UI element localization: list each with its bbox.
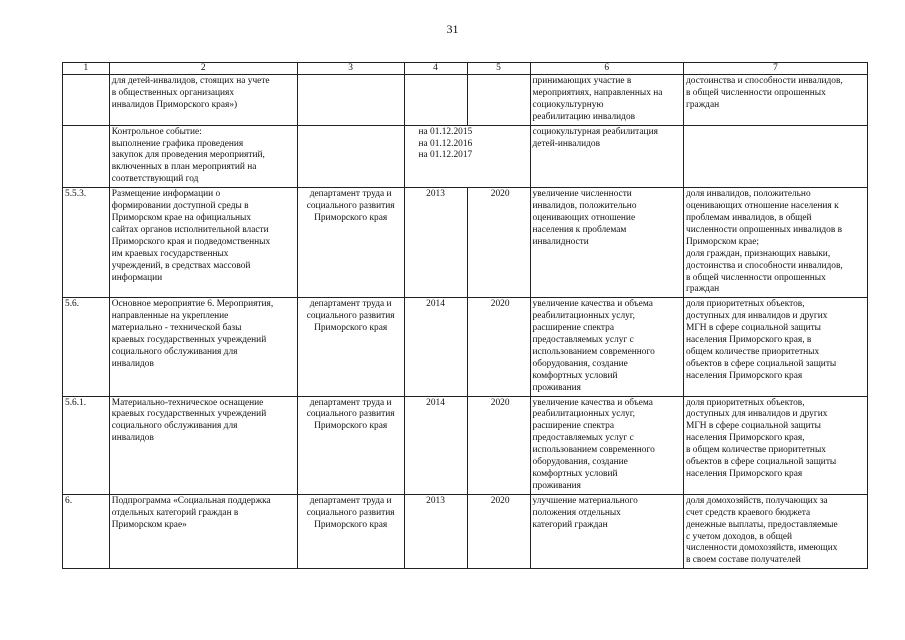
indicator: доля домохозяйств, получающих за счет средств краевого бюджета денежные выплаты, предоставляемые с учетом доходов, в общей численности домохозяйств, имеющих в своем составе получателей [686,495,838,566]
page-number: 31 [446,22,459,36]
measure-name: Контрольное событие: выполнение графика проведения закупок для проведения мероприятий, включенных в план мероприятий на соответствующий год [111,126,265,185]
row-number [63,125,110,188]
expected-result: социокультурная реабилитация детей-инвалидов [532,126,658,149]
indicator: достоинства и способности инвалидов, в общей численности опрошенных граждан [686,76,843,110]
table-row [63,125,868,188]
column-number: 7 [684,63,868,75]
row-number [63,75,110,126]
control-dates: на 01.12.2015 на 01.12.2016 на 01.12.2017 [418,126,473,161]
measure-name: Материально-техническое оснащение краевых государственных учреждений социального обслуживания для инвалидов [111,397,267,444]
table-row [63,298,868,396]
start-year: 2014 [404,298,467,396]
table-row [63,396,868,494]
indicator: доля приоритетных объектов, доступных для инвалидов и других МГН в сфере социальной защиты населения Приморского края, в общем количестве приоритетных объектов в сфере социальной защиты населения Приморского края [686,299,837,381]
column-number: 4 [404,63,467,75]
indicator: доля приоритетных объектов, доступных для инвалидов и других МГН в сфере социальной защиты населения Приморского края, в общем количестве приоритетных объектов в сфере социальной защиты населения Приморского края [686,397,837,479]
row-number: 5.6. [63,298,110,396]
column-number: 2 [109,63,297,75]
end-year: 2020 [467,188,530,298]
start-year [404,75,467,126]
measure-name: Основное мероприятие 6. Мероприятия, направленные на укрепление материально - технической базы краевых государственных учреждений социального обслуживания для инвалидов [111,299,274,369]
measures-table [62,62,868,569]
indicator: доля инвалидов, положительно оценивающих отношение населения к проблемам инвалидов, в общей численности опрошенных инвалидов в Приморском крае; доля граждан, признающих навыки, достоинства и способности инвалидов, в общей численности опрошенных граждан [686,189,843,295]
measure-name: Размещение информации о формировании доступной среды в Приморском крае на официальных сайтах органов исполнительной власти Приморского края и подведомственных им краевых государственных учреждений, в средствах массовой информации [111,189,271,283]
row-number: 5.6.1. [63,396,110,494]
table-row [63,494,868,568]
expected-result: увеличение качества и объема реабилитационных услуг, расширение спектра предоставляемых услуг с использованием современного оборудования, создание комфортных условий проживания [532,299,655,393]
expected-result: принимающих участие в мероприятиях, направленных на социокультурную реабилитацию инвалидов [532,76,663,122]
start-year: 2013 [404,188,467,298]
column-number: 6 [530,63,683,75]
expected-result: увеличение численности инвалидов, положительно оценивающих отношение населения к проблемам инвалидности [532,189,637,247]
end-year: 2020 [467,298,530,396]
row-number: 5.5.3. [63,188,110,298]
column-number-row [63,63,868,75]
end-year: 2020 [467,396,530,494]
executor: департамент труда и социального развития Приморского края [306,299,395,334]
measure-name: Подпрограмма «Социальная поддержка отдельных категорий граждан в Приморском крае» [111,495,271,530]
table-row [63,188,868,298]
executor: департамент труда и социального развития Приморского края [306,397,395,432]
start-year: 2013 [404,494,467,568]
executor: департамент труда и социального развития Приморского края [306,495,395,530]
expected-result: увеличение качества и объема реабилитационных услуг, расширение спектра предоставляемых услуг с использованием современного оборудования, создание комфортных условий проживания [532,397,655,491]
end-year [467,75,530,126]
end-year: 2020 [467,494,530,568]
column-number: 1 [63,63,110,75]
expected-result: улучшение материального положения отдельных категорий граждан [532,495,638,530]
measure-name: для детей-инвалидов, стоящих на учете в общественных организациях инвалидов Приморского края») [111,76,270,110]
start-year: 2014 [404,396,467,494]
column-number: 3 [297,63,404,75]
executor: департамент труда и социального развития Приморского края [306,189,395,223]
column-number: 5 [467,63,530,75]
row-number: 6. [63,494,110,568]
table-row [63,75,868,126]
